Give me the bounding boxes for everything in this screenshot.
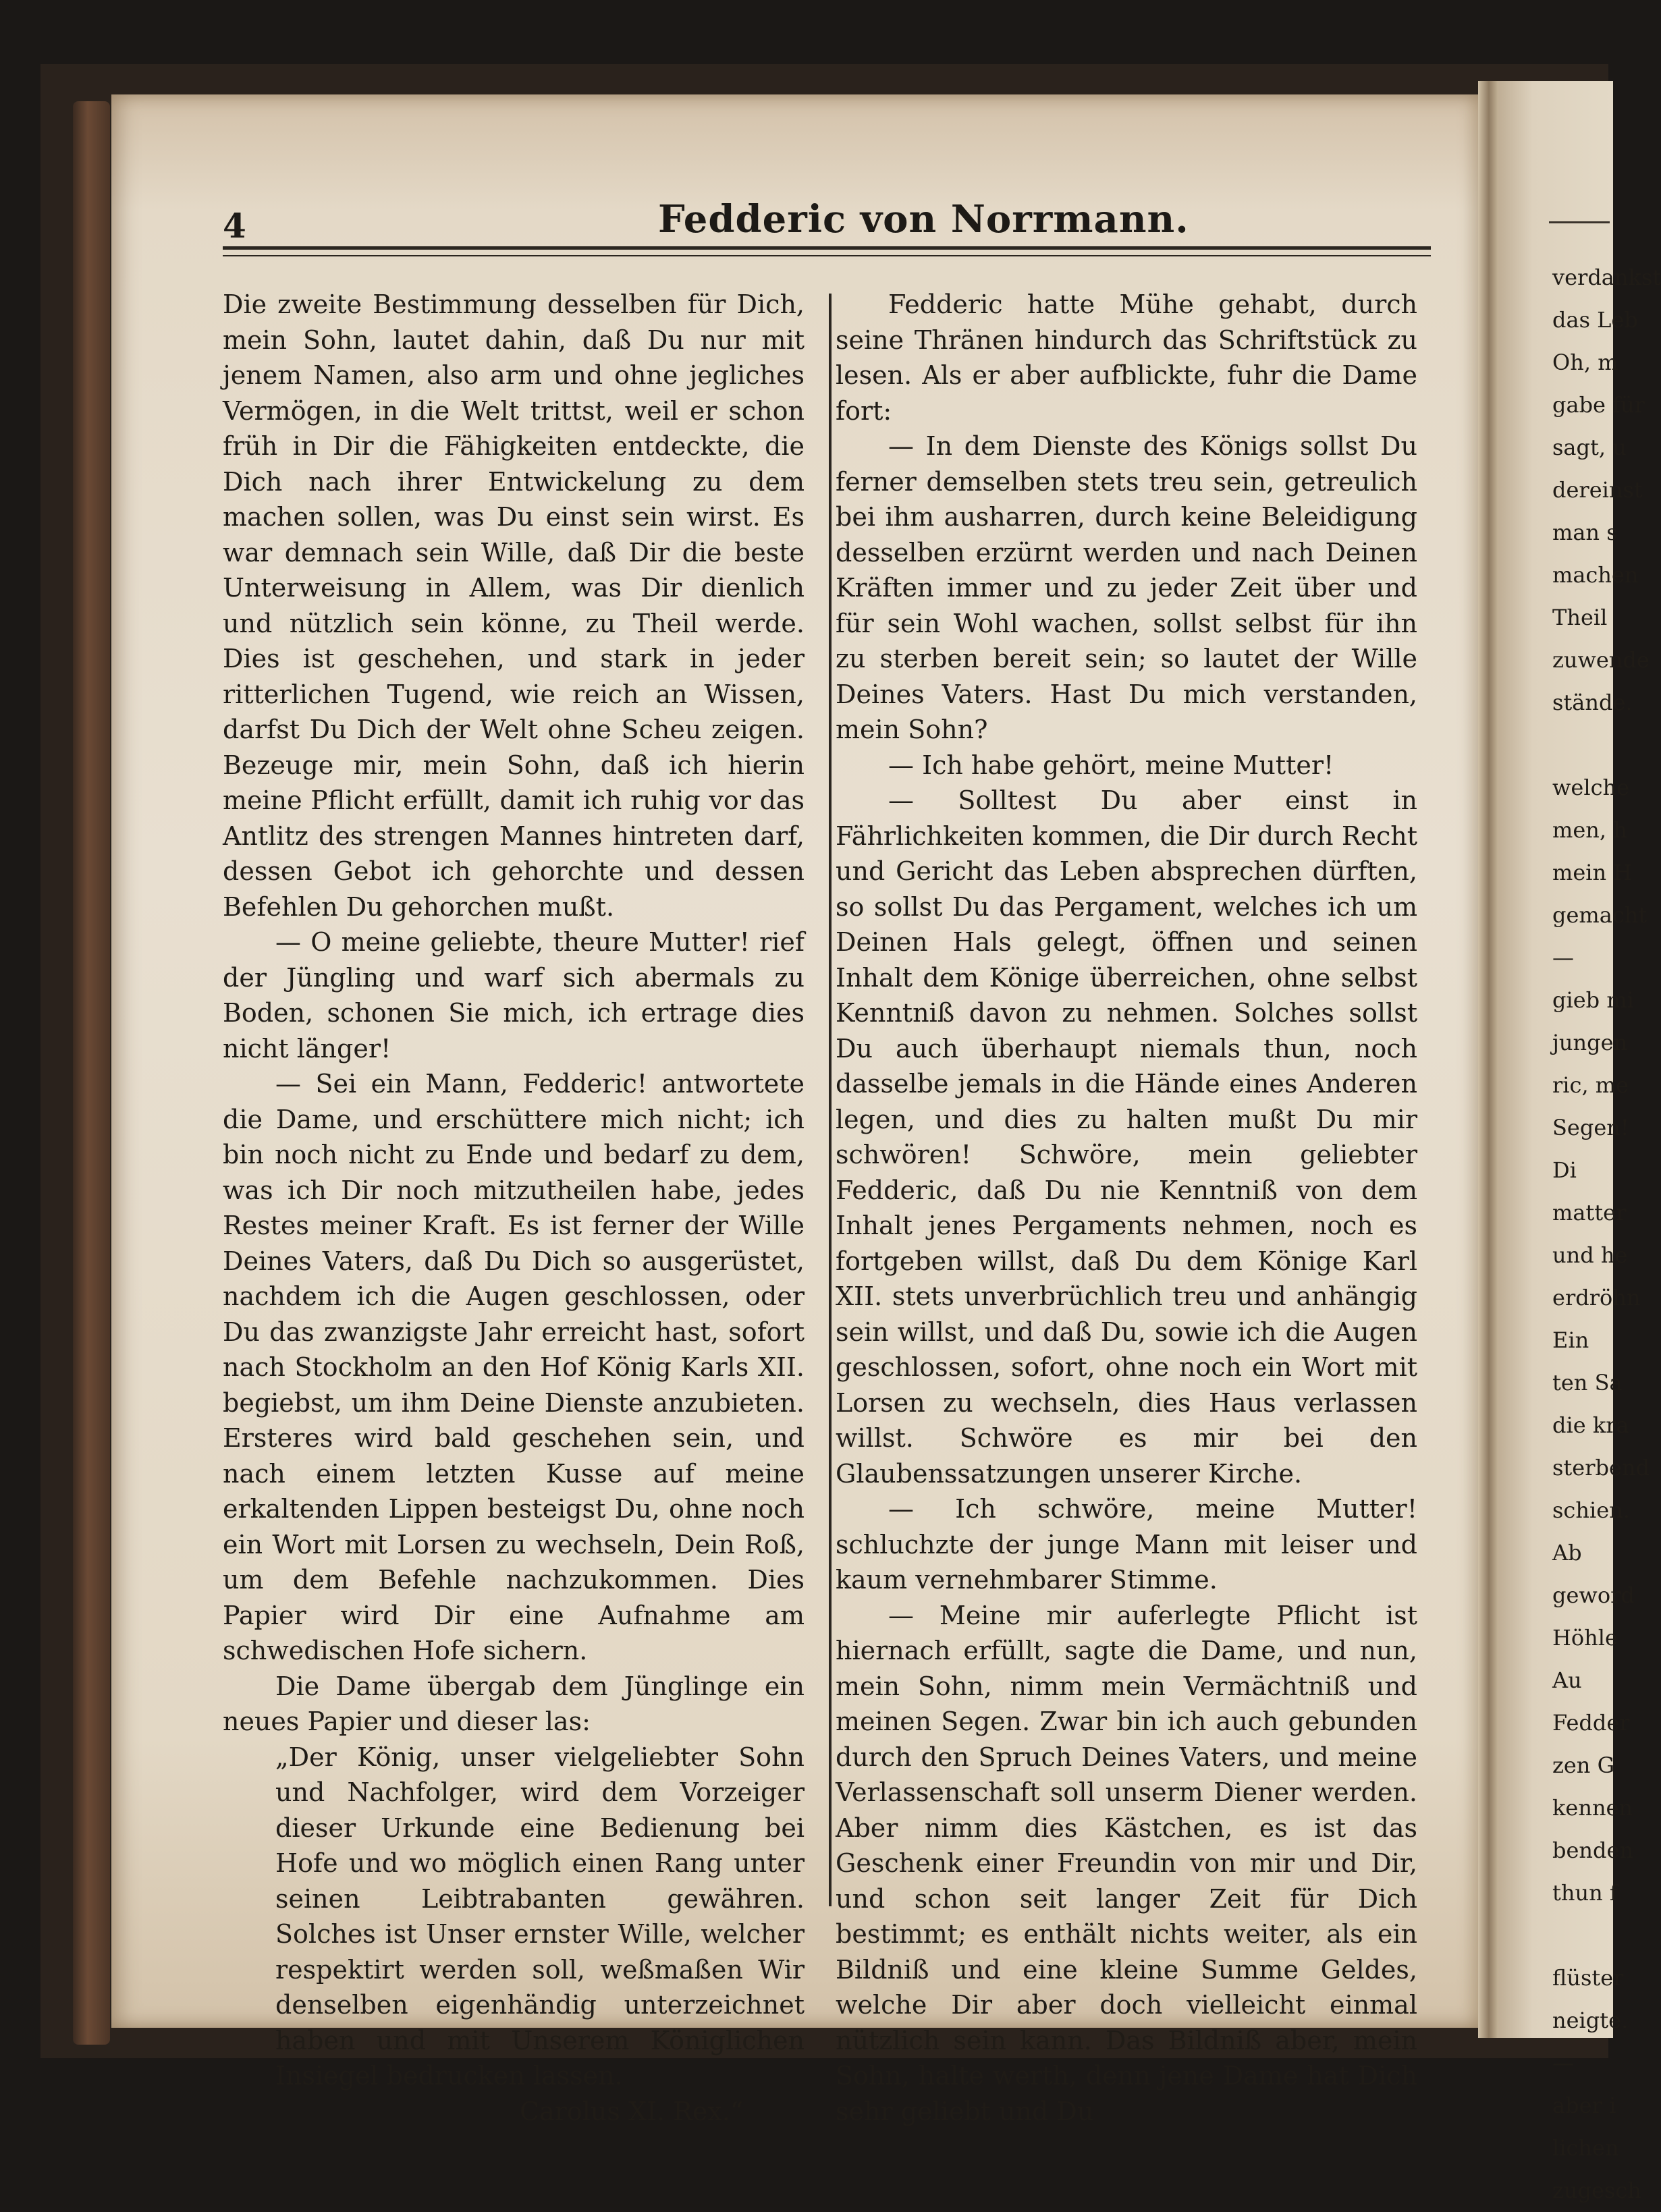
facing-page-line: kennen <box>1552 1795 1633 1821</box>
page-number: 4 <box>223 206 246 246</box>
paragraph: — In dem Dienste des Königs sollst Du ferner demselben stets treu sein, getreulich bei ihm ausharren, durch keine Beleidigung desselben erzürnt werden und nach Deinen Kräften immer und zu jeder Zeit über und für sein Wohl wachen, sollst selbst für ihn zu sterben bereit sein; so lautet der Wille Deines Vaters. Hast Du mich verstanden, mein Sohn? <box>836 431 1417 744</box>
facing-page-line: matter <box>1552 1200 1627 1225</box>
running-title: Fedderic von Norrmann. <box>658 197 1189 242</box>
facing-page-line: aber i <box>1552 2093 1616 2118</box>
paragraph: — Ich schwöre, meine Mutter! schluchzte der junge Mann mit leiser und kaum vernehmbarer Stimme. <box>836 1494 1417 1595</box>
facing-page-line: man s <box>1552 520 1618 545</box>
facing-page-line: verdankst <box>1552 265 1661 290</box>
facing-page-line: erdröhn <box>1552 1285 1641 1310</box>
column-divider <box>829 294 832 1906</box>
facing-page-line: sterbend <box>1552 1455 1650 1481</box>
facing-page-line: schien. <box>1552 1497 1630 1523</box>
facing-page-line: Oh, m <box>1552 350 1618 375</box>
facing-page-line: gieb mi <box>1552 987 1634 1013</box>
facing-page-line: zugesch <box>1552 2178 1641 2203</box>
paragraph: Die Dame übergab dem Jünglinge ein neues Papier und dieser las: <box>223 1671 805 1736</box>
facing-page-line: ten Sa <box>1552 1370 1623 1395</box>
facing-page-line: jungen <box>1552 1030 1628 1055</box>
facing-page-rule <box>1549 221 1610 223</box>
right-column <box>836 287 1417 2129</box>
facing-page-line: men, h <box>1552 817 1627 843</box>
facing-page-line: benden <box>1552 1837 1634 1863</box>
facing-page-line: mein H <box>1552 860 1633 885</box>
facing-page-line: Theil <box>1552 605 1608 630</box>
facing-page-line: Ab <box>1552 1540 1582 1566</box>
facing-page-line: welche <box>1552 775 1630 800</box>
facing-page-line: thun f <box>1552 1880 1618 1906</box>
facing-page-line <box>1552 724 1661 767</box>
page-gutter <box>1478 81 1500 2038</box>
facing-page-line: machen <box>1552 562 1639 588</box>
paragraph: — Meine mir auferlegte Pflicht ist hiernach erfüllt, sagte die Dame, und nun, mein Sohn, nimm mein Vermächtniß und meinen Segen. Zwar bin ich auch gebunden durch den Spruch Deines Vaters, und meine Verlassenschaft soll unserm Diener werden. Aber nimm dies Kästchen, es ist das Geschenk einer Freundin von mir und Dir, und schon seit langer Zeit für Dich bestimmt; es enthält nichts weiter, als ein Bildniß und eine kleine Summe Geldes, welche Dir aber doch vielleicht einmal nützlich sein kann. Das Bildniß aber, mein Sohn, halte werth, denn jene Dame hat Dich sehr geliebt und Du <box>836 1600 1417 2126</box>
paragraph: — Ich habe gehört, meine Mutter! <box>888 750 1334 780</box>
paragraph: — Sei ein Mann, Fedderic! antwortete die Dame, und erschüttere mich nicht; ich bin noch nicht zu Ende und bedarf zu dem, was ich Dir noch mitzutheilen habe, jedes Restes meiner Kraft. Es ist ferner der Wille Deines Vaters, daß Du Dich so ausgerüstet, nachdem ich die Augen geschlossen, oder Du das zwanzigste Jahr erreicht hast, sofort nach Stockholm an den Hof König Karls XII. begiebst, um ihm Deine Dienste anzubieten. Ersteres wird bald geschehen sein, und nach einem letzten Kusse auf meine erkaltenden Lippen besteigst Du, ohne noch ein Wort mit Lorsen zu wechseln, Dein Roß, um dem Befehle nachzukommen. Dies Papier wird Dir eine Aufnahme am schwedischen Hofe sichern. <box>223 1069 805 1665</box>
signature-line: Carolus XI. Rex.“ <box>520 2096 744 2126</box>
facing-page-line: gabe für <box>1552 392 1645 418</box>
facing-page-line: Fedder <box>1552 1710 1630 1736</box>
facing-page-line: neigte. <box>1552 2008 1629 2033</box>
header-rule-thin <box>223 255 1431 256</box>
facing-page-line: — <box>1552 2050 1574 2076</box>
quoted-document: „Der König, unser vielgeliebter Sohn und Nachfolger, wird dem Vorzeiger dieser Urkunde eine Bedienung bei Hofe und wo möglich einen Rang unter seinen Leibtrabanten gewähren. Solches ist Unser ernster Wille, welcher respektirt werden soll, weßmaßen Wir denselben eigenhändig unterzeichnet haben und mit Unserem Königlichen Insiegel bedrucken lassen. <box>275 1742 805 2091</box>
facing-page-line: Di <box>1552 1157 1577 1183</box>
paragraph: — Solltest Du aber einst in Fährlichkeiten kommen, die Dir durch Recht und Gericht das Leben absprechen dürften, so sollst Du das Pergament, welches ich um Deinen Hals gelegt, öffnen und seinen Inhalt dem Könige überreichen, ohne selbst Kenntniß davon zu nehmen. Solches sollst Du auch überhaupt niemals thun, noch dasselbe jemals in die Hände eines Anderen legen, und dies zu halten mußt Du mir schwören! Schwöre, mein geliebter Fedderic, daß Du nie Kenntniß von dem Inhalt jenes Pergaments nehmen, noch es fortgeben willst, daß Du dem Könige Karl XII. stets unverbrüchlich treu und anhängig sein willst, und daß Du, sowie ich die Augen geschlossen, sofort, ohne noch ein Wort mit Lorsen zu wechseln, dies Haus verlassen willst. Schwöre es mir bei den Glaubenssatzungen unserer Kirche. <box>836 785 1417 1489</box>
facing-page-line: die kra <box>1552 1412 1629 1438</box>
facing-page-line: stände. <box>1552 690 1633 715</box>
facing-page-line: Au <box>1552 1667 1582 1693</box>
paragraph: Die zweite Bestimmung desselben für Dich, mein Sohn, lautet dahin, daß Du nur mit jenem Namen, also arm und ohne jegliches Vermögen, in die Welt trittst, weil er schon früh in Dir die Fähigkeiten entdeckte, die Dich nach ihrer Entwickelung zu dem machen sollen, was Du einst sein wirst. Es war demnach sein Wille, daß Dir die beste Unterweisung in Allem, was Dir dienlich und nützlich sein könne, zu Theil werde. Dies ist geschehen, und stark in jeder ritterlichen Tugend, wie reich an Wissen, darfst Du Dich der Welt ohne Scheu zeigen. Bezeuge mir, mein Sohn, daß ich hierin meine Pflicht erfüllt, damit ich ruhig vor das Antlitz des strengen Mannes hintreten darf, dessen Gebot ich gehorchte und dessen Befehlen Du gehorchen mußt. <box>223 289 805 922</box>
facing-page-line: — <box>1552 945 1574 970</box>
facing-page-line: Ein <box>1552 1327 1589 1353</box>
facing-page-line: geword <box>1552 1582 1635 1608</box>
book-spine <box>73 101 110 2045</box>
facing-page-line: dereinst <box>1552 477 1643 503</box>
facing-page-text <box>1552 256 1661 2212</box>
facing-page-line: sagt, u <box>1552 435 1627 460</box>
facing-page-line: und he <box>1552 1242 1628 1268</box>
header-rule <box>223 246 1431 250</box>
facing-page-line <box>1552 1914 1661 1957</box>
facing-page-line: Segen! <box>1552 1115 1629 1140</box>
facing-page-line: lichen <box>1552 2135 1619 2161</box>
facing-page-line: das Leb <box>1552 307 1638 333</box>
left-column <box>223 287 805 2129</box>
facing-page-line: zuwende <box>1552 647 1650 673</box>
paragraph: — O meine geliebte, theure Mutter! rief der Jüngling und warf sich abermals zu Boden, schonen Sie mich, ich ertrage dies nicht länger! <box>223 927 805 1063</box>
facing-page-line: ric, me <box>1552 1072 1629 1098</box>
paragraph: Fedderic hatte Mühe gehabt, durch seine Thränen hindurch das Schriftstück zu lesen. Als er aber aufblickte, fuhr die Dame fort: <box>836 289 1417 426</box>
facing-page-line: Höhle <box>1552 1625 1618 1651</box>
facing-page-line: gemacht <box>1552 902 1648 928</box>
facing-page-line: zen G <box>1552 1752 1615 1778</box>
facing-page-line: flüster <box>1552 1965 1624 1991</box>
